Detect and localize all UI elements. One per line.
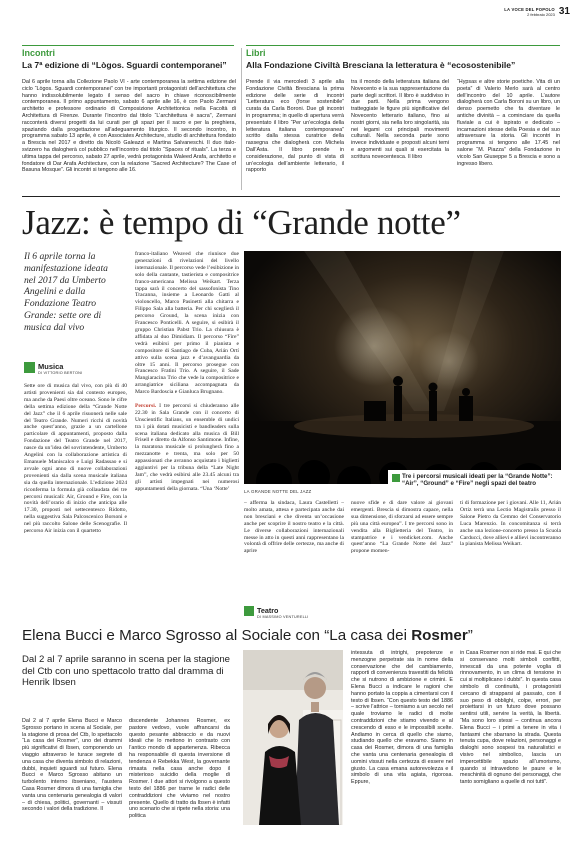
jazz-lead: Il 6 aprile torna la manifestazione ideata nel 2017 da Umberto Angelini e dalla Fondazione Teatro Grande: sette ore di musica dal vivo [24, 251, 108, 333]
incontri-divider [241, 48, 242, 190]
page-number: 31 [558, 6, 570, 17]
musica-section-label: Musica [38, 362, 64, 371]
teatro-title-end: ” [467, 627, 473, 644]
teatro-title-text: Elena Bucci e Marco Sgrosso al Sociale con “La casa dei [22, 627, 412, 644]
photo-callout [388, 470, 562, 498]
teatro-col4: in Casa Rosmer non si ride mai. E qui che si conservano molti simboli conflitti, innescati da una potente voglia di rinnovamento, in un clima di tensione in cui si moltiplicano i dubbi”. In questa casa simbolo di continuità, i protagonisti cercano di strapparsi al passato, con il suo peso di obblighi, colpe, errori, per proiettarsi in un futuro dove possano sentirsi utili, servire la verità, la libertà. “Ma sono loro stessi – continua ancora Elena Bucci – i primi a tenere in vita i fantasmi che sbarrano la strada. Questa tenuta cupa, dove relazioni, personaggi e dialoghi sono sospesi tra naturalistici e visivo nel simbolico, lascia un impercettibile spazio all’umorismo, quando si intravedono le paure e le meschinità di ognuno dei personaggi, che tanto somigliano a quelle di noi tutti”. [460, 650, 561, 786]
musica-byline: DI VITTORIO BERTONI [38, 371, 83, 375]
teatro-lead: Dal 2 al 7 aprile saranno in scena per la stagione del Ctb con uno spettacolo tratto dal dramma di Henrik Ibsen [22, 654, 230, 689]
jazz-col1: Sette ore di musica dal vivo, con più di 40 artisti provenienti sia dal contesto europeo, ma anche da Paesi oltre oceano. Sono le cifre della settima edizione della “Grande Notte del Jazz” che il 6 aprile risuonerà nelle sale del Teatro Grande. Numeri ricchi di novità anche quest’anno, grazie a un cartellone particolare di appuntamenti, proposto dalla Fondazione del Teatro Grande nel 2017, nasce da un’idea del sovrintendente, Umberto Angelini con la collaborazione artistica di Emanuele Maniscalco e Luigi Radassao e si avvale ogni anno di nuove collaborazioni provenienti sia dalla scena musicale italiana sia da quella internazionale. L’edizione 2024 riconferma la formula già collaudata dei tre percorsi musicali: Air, Ground e Fire, con la novità dell’orario di inizio che anticipa alle 17.30, proposti nel settecentesco Ridotto, nella suggestiva Sala Palcoscenico Borsoni e nel più raccolto Salone delle Scenografie. Il percorso Air inizia con il quartetto [24, 383, 127, 535]
libri-col2: tra il mondo della letteratura italiana del Novecento e la sua rappresentazione da parte degli scrittori. Il libro è suddiviso in due parti. Nella prima vengono tratteggiate le figure più significative del Novecento letterario italiano, fino ai nostri giorni, sia nella loro singolarità, sia nei legami coi principali movimenti culturali. Nella seconda parte sono invece individuate e proposti alcuni temi e argomenti sui quali si esercitata la scrittura novecentesca. Il libro [351, 79, 449, 160]
actors-portrait-image [243, 650, 343, 825]
callout-text: Tre i percorsi musicali ideati per la “Grande Notte”: “Air”, “Ground” e “Fire” negli spazi del teatro [402, 473, 553, 488]
jazz-col2 [135, 251, 239, 599]
teatro-title-bold: Rosmer [411, 627, 468, 644]
musica-green-square [24, 362, 35, 373]
teatro-title [22, 627, 562, 645]
teatro-tag [244, 606, 308, 619]
jazz-title: Jazz: è tempo di “Grande notte” [22, 203, 461, 242]
jazz-col3: – afferma la sindaca, Laura Castelletti – molto amata, attesa e partecipata anche dai non bresciani e che diventa un’occasione anche per scoprire il nostro teatro e la città. Le diverse collaborazioni internazionali messe in atto in questi anni rappresentano la volontà di offrire delle certezze, ma anche di aprire [244, 500, 344, 555]
teatro-actors-photo [243, 650, 343, 825]
publication-name: LA VOCE DEL POPOLO [504, 6, 555, 12]
teatro-col2: discendente Johannes Rosmer, ex pastore vedovo, vuole affrancarsi da questo pesante abbraccio e da nuovi ideali che lo mettono in contrasto con l’antico mondo di appartenenza. Ribecca ha responsabile di questa inversione di tendenza è Rebekka West, la governante rimasta nella casa anche dopo il misterioso suicidio della moglie di Rosmer. I due attori si rivolgono a questo testo del 1886 per trarne le radici delle contraddizioni che viviamo nel nostro presente. Quello di tratto da Ibsen è infatti uno scenario che si ripete nella storia: una politica [129, 718, 230, 820]
publication-date: 2 febbraio 2023 [527, 11, 555, 17]
jazz-col4: nuove sfide e di dare valore ai giovani emergenti. Brescia si dimostra capace, nella sua dimensione, di sforzarsi ad essere sempre più una città europea”. I tre percorsi sono in vendita alla Biglietteria del Teatro, in stampatrice e i vendicket.com. Anche quest’anno “La Grande Notte del Jazz” propone momen- [351, 500, 453, 555]
teatro-col3: intessuta di intrighi, prepotenze e menzogne perpetrate sia in nome della conservazione che del cambiamento, rapporti di convenienza travestiti da felicità che si nutrono di ambizione e crimini. E Elena Bucci a indicare le ragioni che hanno portato la coppia a cimentarsi con il testo di Ibsen. “Con questo testo del 1886 – scrive l’attrice – torniamo a un secolo nel quale troviamo le radici di molte contraddizioni che stiamo vivendo e al crescendo di esso e le impossibili scelte. Andiamo in cerca di quello che siamo, studiando quello che eravamo. Siamo in casa dei Rosmer, dimora di una famiglia che vanta una centenaria genealogia di uomini vissuti nella certezza di essere nel giusto. La casa emana autorevolezza e il simbolo di una vita agiata, rigorosa. Eppure, [351, 650, 453, 786]
incontri-body: Dal 6 aprile torna alla Collezione Paolo VI - arte contemporanea la settima edizione del ciclo “Lògos. Sguardi contemporanei” con tre importanti protagonisti dell’architettura che hanno indissolubilmente legato il senso del sacro in chiave riconoscibilmente contemporanea. Il primo appuntamento, sabato 6 aprile alle 16, è con Paolo Zermani architetto e professore ordinario di Composizione Architettonica nella Facoltà di Architettura di Firenze. Durante l’incontro dal titolo “L’architettura è sacra”, Zermani racconterà diversi progetti da lui curati per gli spazi per il sacro e per la preghiera, spaziando dalla progettazione all’adeguamento liturgico. Il secondo incontro, in programma sabato 13 aprile, è con Associates Architecture, studio di architettura fondato a Brescia nel 2017 e diretto da Nicolò Galeazzi e Martina Salvaneschi. Il duo italo-svizzero ha dialogherà col pubblico nell’incontro dal titolo “Spaces of rituals”. La terza e ultima tappa del percorso, sabato 27 aprile, vedrà protagonista Waleed Arafa, architetto e fondatore di Dar Arafa Architecture, con la relazione “Sacred Architecture? The Case of Basuna Mosque”. Gli incontri si tengono alle 16. [22, 79, 236, 174]
concert-stage-image [244, 251, 561, 484]
page-header [504, 6, 570, 17]
teatro-section-label: Teatro [257, 606, 279, 615]
teatro-byline: DI MASSIMO VENTURELLI [257, 615, 309, 619]
jazz-top-rule [22, 196, 560, 197]
percorsi-label: Percorsi. [135, 402, 157, 409]
musica-tag [24, 362, 82, 375]
teatro-green-square [244, 606, 254, 616]
libri-col3: “Hypsas e altre storie poetiche. Vita di un poeta” di Valerio Merlo sarà al centro dell’incontro del 10 aprile. L’autore dialogherà con Carla Boroni su un libro, un denso poemetto che fa diventare le antiche divinità – a cominciare da quella fluviale a cui è ispirato e dedicato – incarnazioni stesse della Poesia e del suo attraversare la storia. Gli incontri in programma si tengono alle 17.45 nel salone “M. Piazza” della Fondazione in vicolo San Giuseppe 5 a Brescia e sono a ingresso libero. [457, 79, 560, 167]
jazz-col2b-text: I tre percorsi si chiuderanno alle 22.30 in Sala Grande con il concerto di Unscientific Italians, un ensemble di undici tra i più dotati musicisti e bandleaders sulla scena italiana dedicato alla musica di Bill Frisell e diretto da Alfonso Santimone. Infine, la maratona musicale si prolungherà fino a mezzanotte e trenta, ma solo per 50 appassionati che avranno acquistato i biglietti aggiuntivi per la tribuna della “Late Night Jam”, che vedrà esibirsi alle 23.45 alcuni tra gli artisti impegnati nei numerosi appuntamenti della giornata. “Una ‘Notte’ [135, 402, 239, 492]
incontri-title: La 7ª edizione di “Lògos. Sguardi contemporanei” [22, 60, 227, 70]
libri-rule [246, 45, 560, 46]
jazz-col2-text: franco-italiano Weaved che riunisce due generazioni di rivelazioni del livello internazionale. Il percorso vede l’esibizione in solo della cantante, tastierista e compositrice franco-americana Melissa Weikart. Terza tappa sarà il concerto del sassofonista Tino Tracanna, insieme a Leonardo Gatti al violoncello, Marco Pasinetti alla chitarra e Filippo Sala alla batteria. Per chi sceglierà il percorso Ground, la scena inizia con Francesco Ponticelli. A seguire, si esibirà il gruppo Christian Pabst Trio. La chiusura è affidata al duo Dimidiam. Il percorso “Fire” vedrà esibirsi per primo il pianista e compositore di Santiago de Cuba, Arián Ortí attivo sulla scena jazz e d’avanguardia da oltre 15 anni. Il percorso prosegue con Francesco Fratini Trio. A seguire, il Sade Mangiaracina Trio che vede la compositrice e arrangiatrice siciliana accompagnata da Marco Bardoscia e Gianluca Brugnano. [135, 251, 239, 396]
teatro-col1: Dal 2 al 7 aprile Elena Bucci e Marco Sgrosso portano in scena al Sociale, per la stagione di prosa del Ctb, lo spettacolo “La casa dei Rosmer”, uno dei drammi più significativi di Ibsen, componendo un viaggio attraverso le turace segrete di una casa che diventa simbolo di relazioni, dubbi, inquieti sguardi sul futuro. Elena Bucci e Marco Sgrosso abitano un turbolento interno ibseniano, l’austera Casa Rosmer dimora di una famiglia che vanta una centenaria genealogia di valori – di chiesa, politici, governanti – vissuti secondo i valori della tradizione. Il [22, 718, 122, 813]
incontri-section-label: Incontri [22, 48, 55, 58]
libri-col1: Prende il via mercoledì 3 aprile alla Fondazione Civiltà Bresciana la prima edizione delle serie di incontri “Letteratura eco (forse sostenibile” curata da Carla Boroni. Due gli incontri in programma; in quello di apertura verrà presentato il libro “Per un’ecologia della letteratura italiana contemporanea” scritto dalla stessa curatrice della rassegna che dialogherà con Michela Dall’Asta. Il libro prende in considerazione, dal punto di vista di un’ecologia dell’ambiente letterario, il rapporto [246, 79, 344, 174]
incontri-rule [22, 45, 234, 46]
libri-section-label: Libri [246, 48, 266, 58]
libri-title: Alla Fondazione Civiltà Bresciana la letteratura è “ecosostenibile” [246, 60, 516, 70]
callout-green-square [392, 474, 400, 482]
photo-caption: LA GRANDE NOTTE DEL JAZZ [244, 489, 312, 494]
jazz-concert-photo [244, 251, 561, 484]
jazz-col5: ti di formazione per i giovani. Alle 11, Arián Ortiz terrà una Lectio Magistralis presso il Salone Pietro da Cemmo del Conservatorio Luca Marenzio. In concomitanza si terrà anche una lezione-concerto presso la Scuola Carducci, dove allievi e allievi incontreranno la pianista Melissa Weikart. [460, 500, 561, 548]
